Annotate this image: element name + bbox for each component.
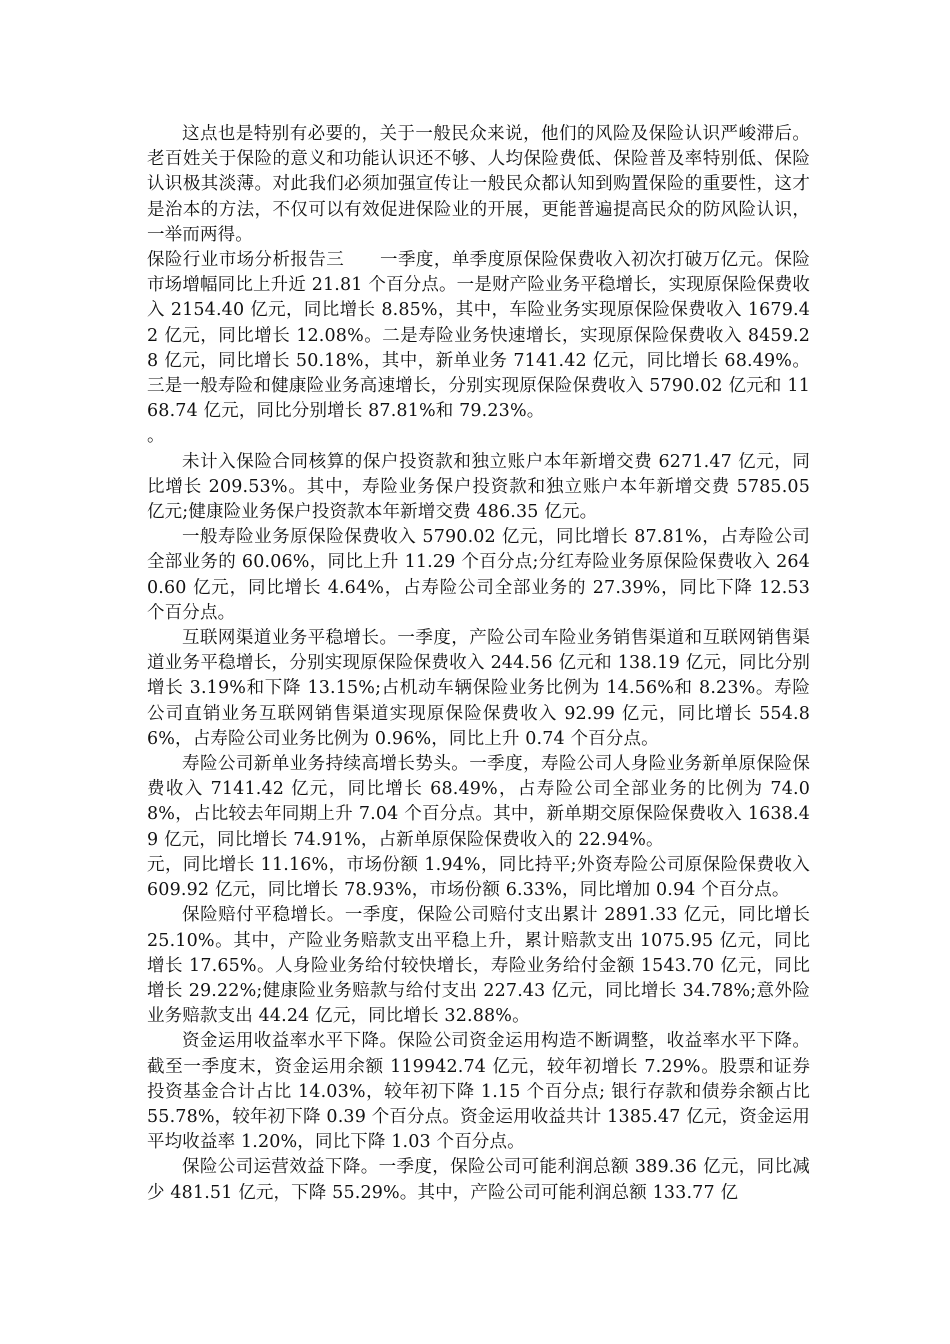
paragraph-investment-accounts: 未计入保险合同核算的保户投资款和独立账户本年新增交费 6271.47 亿元，同比增长 209.53%。其中，寿险业务保户投资款和独立账户本年新增交费 5785.05 亿元;健康险业务保户投资款本年新增交费 486.35 亿元。	[147, 451, 810, 523]
paragraph-market-share: 元，同比增长 11.16%，市场份额 1.94%，同比持平;外资寿险公司原保险保费收入 609.92 亿元，同比增长 78.93%，市场份额 6.33%，同比增加 0.94 个百分点。	[147, 854, 810, 901]
paragraph-life-insurance-business: 一般寿险业务原保险保费收入 5790.02 亿元，同比增长 87.81%，占寿险公司全部业务的 60.06%，同比上升 11.29 个百分点;分红寿险业务原保险保费收入 2640.60 亿元，同比增长 4.64%，占寿险公司全部业务的 27.39%，同比下降 12.53 个百分点。	[147, 527, 810, 623]
document-body	[147, 122, 810, 1206]
paragraph-report-three-intro: 保险行业市场分析报告三 一季度，单季度原保险保费收入初次打破万亿元。保险市场增幅同比上升近 21.81 个百分点。一是财产险业务平稳增长，实现原保险保费收入 2154.40 亿元，同比增长 8.85%，其中，车险业务实现原保险保费收入 1679.42 亿元，同比增长 12.08%。二是寿险业务快速增长，实现原保险保费收入 8459.28 亿元，同比增长 50.18%，其中，新单业务 7141.42 亿元，同比增长 68.49%。三是一般寿险和健康险业务高速增长，分别实现原保险保费收入 5790.02 亿元和 1168.74 亿元，同比分别增长 87.81%和 79.23%。	[147, 250, 810, 422]
paragraph-investment-yield: 资金运用收益率水平下降。保险公司资金运用构造不断调整，收益率水平下降。截至一季度末，资金运用余额 119942.74 亿元，较年初增长 7.29%。股票和证券投资基金合计占比 14.03%，较年初下降 1.15 个百分点; 银行存款和债券余额占比 55.78%，较年初下降 0.39 个百分点。资金运用收益共计 1385.47 亿元，资金运用平均收益率 1.20%，同比下降 1.03 个百分点。	[147, 1031, 810, 1153]
paragraph-stray-period: 。	[147, 426, 165, 447]
paragraph-public-awareness: 这点也是特别有必要的，关于一般民众来说，他们的风险及保险认识严峻滞后。老百姓关于保险的意义和功能认识还不够、人均保险费低、保险普及率特别低、保险认识极其淡薄。对此我们必须加强宣传让一般民众都认知到购置保险的重要性，这才是治本的方法，不仅可以有效促进保险业的开展，更能普遍提高民众的防风险认识，一举而两得。	[147, 124, 810, 245]
paragraph-internet-channel: 互联网渠道业务平稳增长。一季度，产险公司车险业务销售渠道和互联网销售渠道业务平稳增长，分别实现原保险保费收入 244.56 亿元和 138.19 亿元，同比分别增长 3.19%和下降 13.15%;占机动车辆保险业务比例为 14.56%和 8.23%。寿险公司直销业务互联网销售渠道实现原保险保费收入 92.99 亿元，同比增长 554.86%，占寿险公司业务比例为 0.96%，同比上升 0.74 个百分点。	[147, 628, 810, 749]
paragraph-new-business: 寿险公司新单业务持续高增长势头。一季度，寿险公司人身险业务新单原保险保费收入 7141.42 亿元，同比增长 68.49%，占寿险公司全部业务的比例为 74.08%，占比较去年同期上升 7.04 个百分点。其中，新单期交原保险保费收入 1638.49 亿元，同比增长 74.91%，占新单原保险保费收入的 22.94%。	[147, 754, 810, 850]
paragraph-operating-profit: 保险公司运营效益下降。一季度，保险公司可能利润总额 389.36 亿元，同比减少 481.51 亿元，下降 55.29%。其中，产险公司可能利润总额 133.77 亿	[147, 1157, 810, 1203]
paragraph-claims-payment: 保险赔付平稳增长。一季度，保险公司赔付支出累计 2891.33 亿元，同比增长 25.10%。其中，产险业务赔款支出平稳上升，累计赔款支出 1075.95 亿元，同比增长 17.65%。人身险业务给付较快增长，寿险业务给付金额 1543.70 亿元，同比增长 29.22%;健康险业务赔款与给付支出 227.43 亿元，同比增长 34.78%;意外险业务赔款支出 44.24 亿元，同比增长 32.88%。	[147, 905, 810, 1027]
